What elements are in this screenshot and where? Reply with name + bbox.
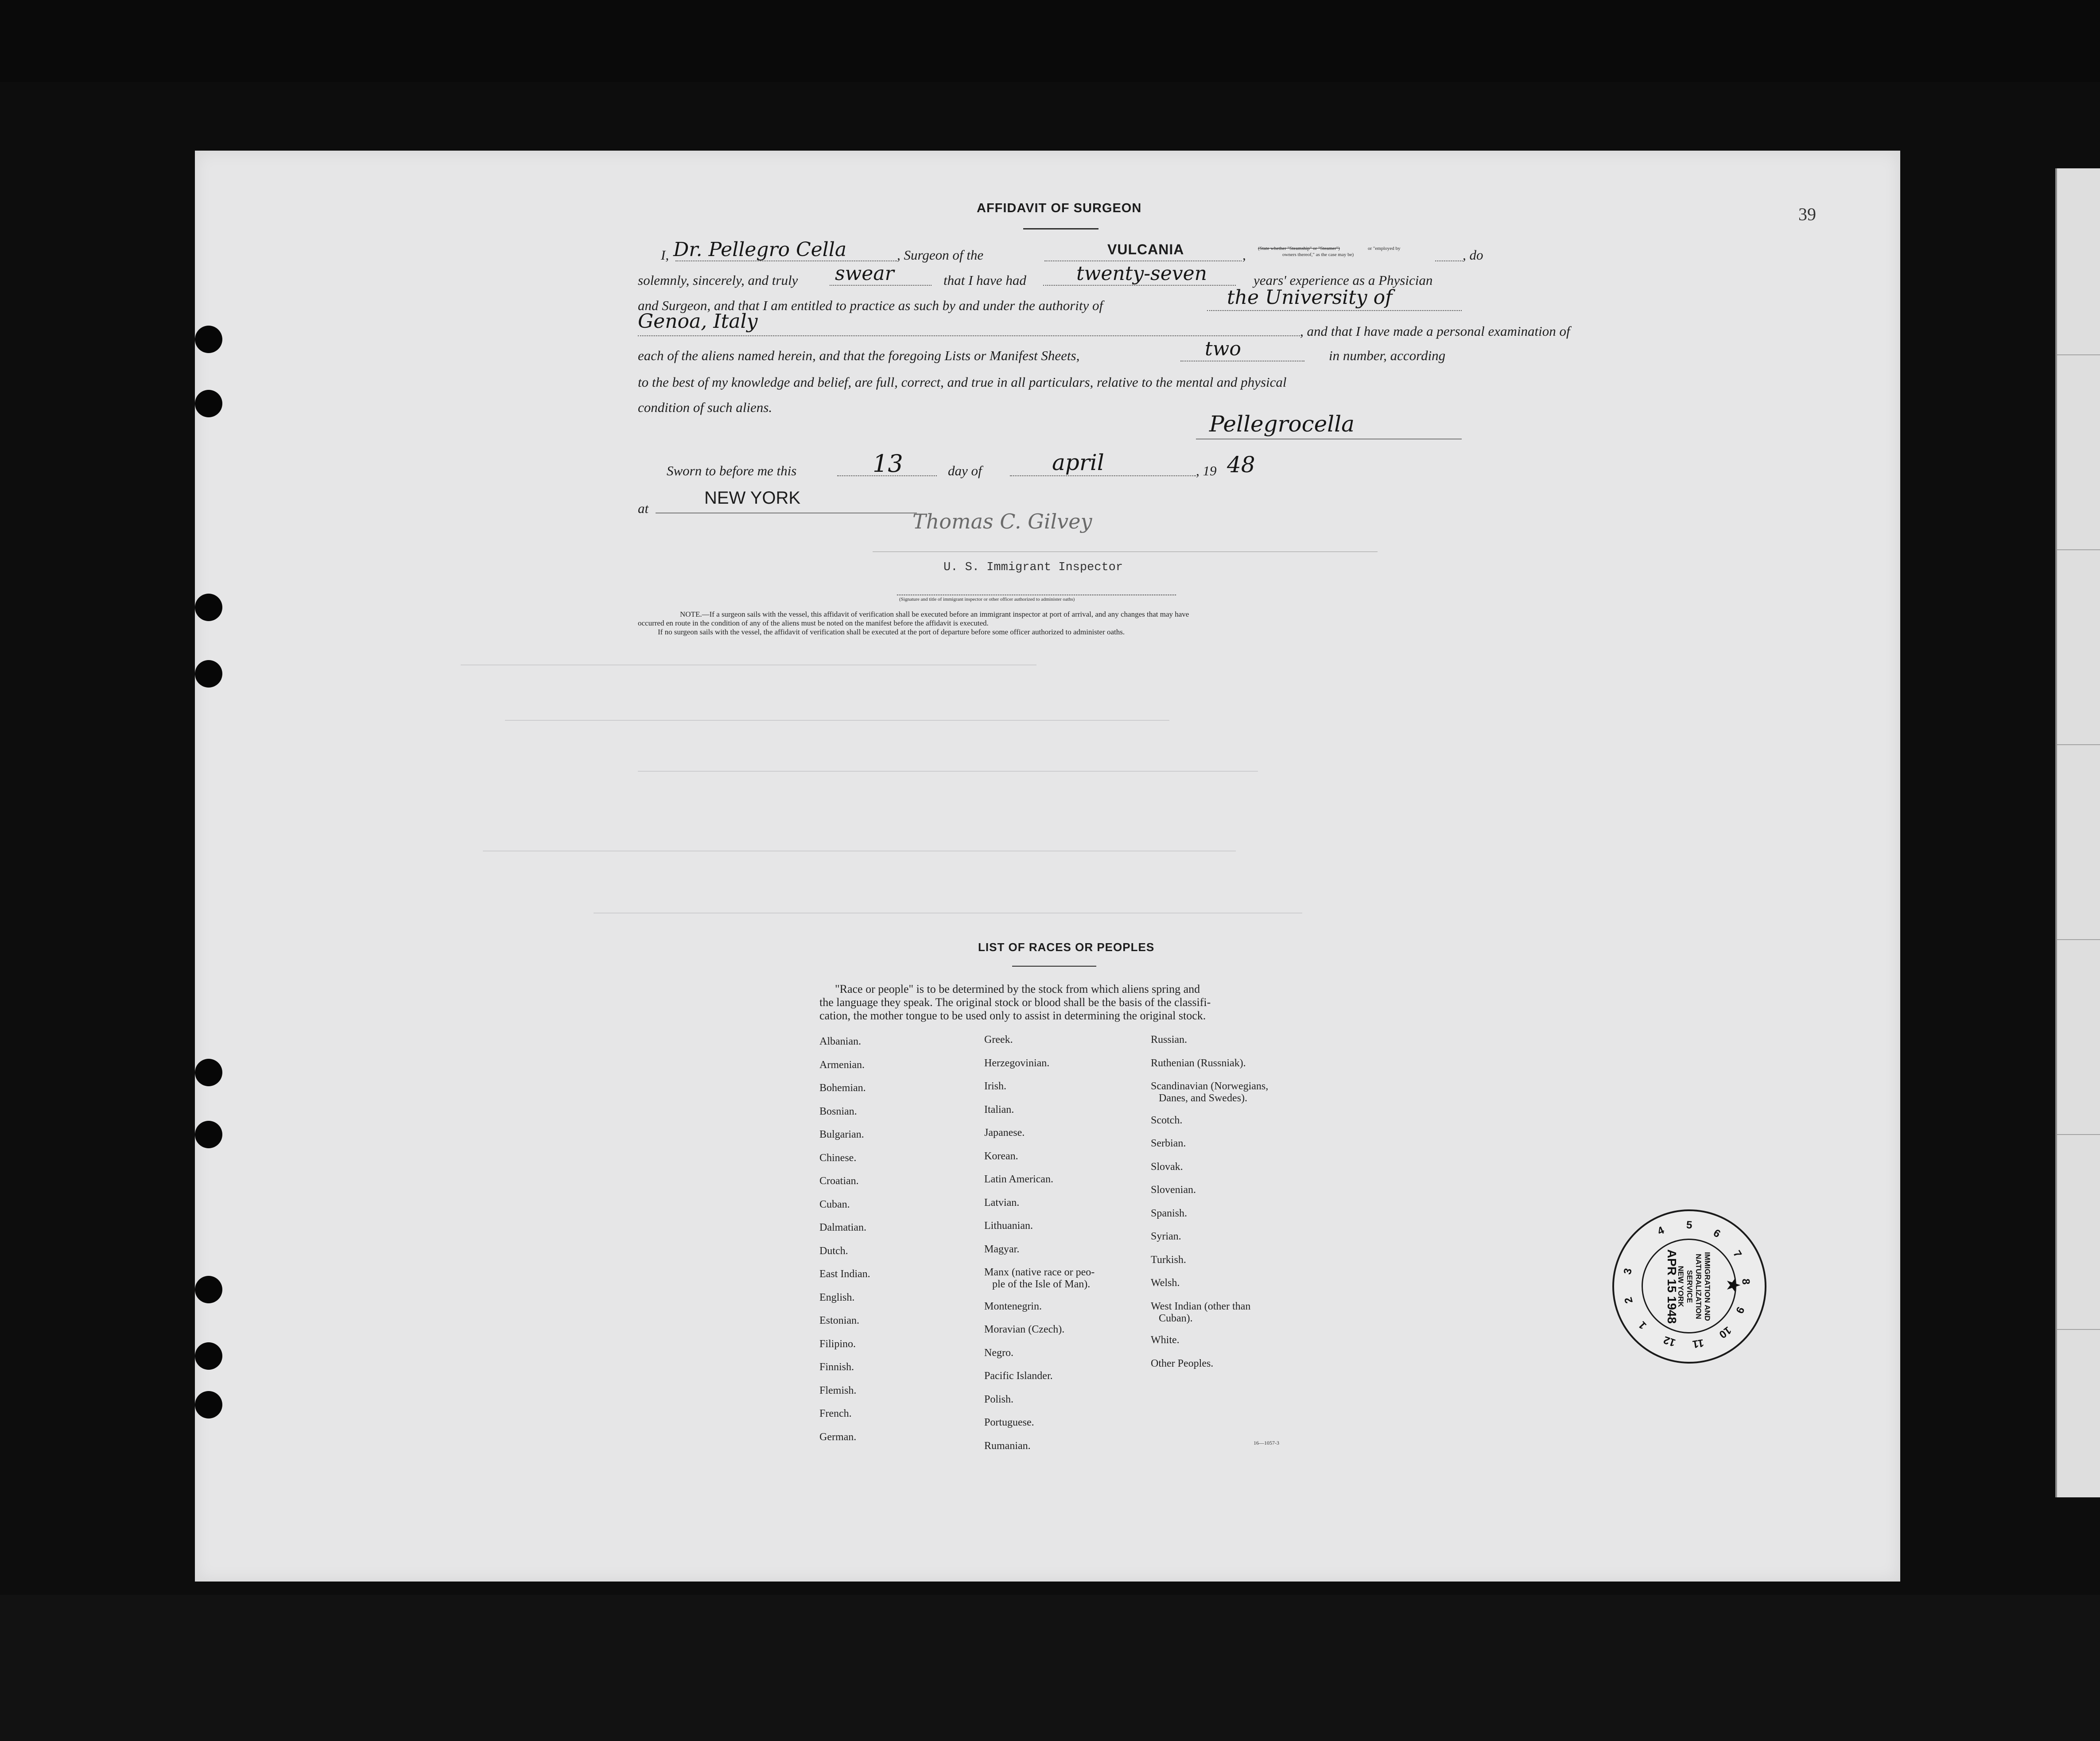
day-of-label: day of	[948, 463, 982, 478]
race-entry: Lithuanian.	[984, 1220, 1033, 1232]
stamp-line-2: NATURALIZATION	[1694, 1254, 1703, 1319]
race-entry: Dalmatian.	[819, 1222, 866, 1233]
sworn-label: Sworn to before me this	[667, 463, 797, 478]
stamp-number: 5	[1686, 1219, 1693, 1232]
stamp-number: 6	[1711, 1227, 1723, 1240]
authority-2: Genoa, Italy	[638, 310, 758, 333]
manifest-page	[195, 151, 1900, 1582]
races-title: LIST OF RACES OR PEOPLES	[978, 940, 1155, 954]
vessel-name: VULCANIA	[1107, 241, 1184, 257]
surgeon-signature: Pellegrocella	[1209, 411, 1355, 437]
inspector-signature: Thomas C. Gilvey	[912, 509, 1092, 533]
authority-blank-2	[638, 335, 1300, 336]
race-entry: Scandinavian (Norwegians, Danes, and Swedes).	[1151, 1080, 1269, 1104]
race-entry: Other Peoples.	[1151, 1357, 1214, 1369]
race-entry: Armenian.	[819, 1059, 865, 1071]
race-entry: Finnish.	[819, 1361, 854, 1373]
bleed-through-line	[505, 720, 1169, 721]
race-entry: Croatian.	[819, 1175, 859, 1187]
punch-hole	[195, 1121, 222, 1148]
race-entry: English.	[819, 1291, 855, 1303]
race-entry: Welsh.	[1151, 1277, 1180, 1289]
race-entry: Pacific Islander.	[984, 1370, 1053, 1382]
sheets-label: each of the aliens named herein, and that the foregoing Lists or Manifest Sheets,	[638, 348, 1080, 363]
employed-note: or "employed by	[1368, 246, 1401, 251]
races-title-underline	[1012, 966, 1096, 967]
page-number: 39	[1798, 204, 1816, 224]
stamp-number: 1	[1636, 1319, 1649, 1332]
race-entry: Bosnian.	[819, 1105, 857, 1117]
stamp-text	[1667, 1249, 1712, 1324]
race-entry: Portuguese.	[984, 1417, 1034, 1428]
races-intro-2: the language they speak. The original stock or blood shall be the basis of the classifi-	[819, 996, 1211, 1009]
stamp-number: 8	[1739, 1278, 1752, 1285]
stamp-number: 10	[1716, 1324, 1734, 1341]
year-prefix: , 19	[1196, 463, 1217, 478]
races-intro-3: cation, the mother tongue to be used only to assist in determining the original stock.	[819, 1009, 1206, 1022]
race-entry: Irish.	[984, 1080, 1006, 1092]
note-line-1: NOTE.—If a surgeon sails with the vessel, this affidavit of verification shall be executed before an immigrant inspector at port of arrival, and any changes that may have	[680, 610, 1189, 618]
race-entry: White.	[1151, 1334, 1180, 1346]
race-entry: Latvian.	[984, 1197, 1020, 1209]
race-entry: Filipino.	[819, 1338, 856, 1350]
race-entry: Turkish.	[1151, 1254, 1186, 1266]
race-entry: German.	[819, 1431, 857, 1443]
sworn-month-blank	[1010, 475, 1196, 476]
race-entry: Polish.	[984, 1393, 1014, 1405]
race-entry: Spanish.	[1151, 1207, 1188, 1219]
form-number: 16—1057-3	[1254, 1440, 1279, 1446]
surgeon-of-label: , Surgeon of the	[897, 247, 984, 263]
stamp-number: 12	[1662, 1333, 1677, 1349]
scan-border-top	[0, 0, 2100, 82]
authority-label: and Surgeon, and that I am entitled to practice as such by and under the authority of	[638, 298, 1103, 313]
race-entry: Greek.	[984, 1034, 1013, 1045]
race-entry: French.	[819, 1408, 852, 1419]
strike-note: (State whether "Steamship" or "Steamer")	[1258, 246, 1340, 251]
authority-blank-1	[1207, 310, 1462, 311]
comma-1: ,	[1242, 247, 1246, 263]
race-entry: Latin American.	[984, 1174, 1053, 1185]
race-entry: Slovak.	[1151, 1161, 1183, 1173]
race-entry: Bohemian.	[819, 1082, 866, 1094]
punch-hole	[195, 1391, 222, 1418]
oath-blank	[830, 285, 932, 286]
stamp-date: APR 15 1948	[1665, 1249, 1679, 1324]
race-entry: Serbian.	[1151, 1138, 1186, 1149]
race-entry: Russian.	[1151, 1034, 1188, 1045]
race-entry: West Indian (other than Cuban).	[1151, 1300, 1251, 1324]
race-entry: Negro.	[984, 1347, 1013, 1359]
scan-border-bottom	[0, 1595, 2100, 1741]
punch-hole	[195, 1059, 222, 1086]
note-line-2: occurred en route in the condition of any of the aliens must be noted on the manifest before the affidavit is executed.	[638, 619, 989, 627]
punch-hole	[195, 390, 222, 417]
years-count: twenty-seven	[1076, 262, 1207, 285]
race-entry: Chinese.	[819, 1152, 857, 1164]
title-underline	[1023, 228, 1099, 229]
condition-label: condition of such aliens.	[638, 400, 772, 415]
punch-hole	[195, 660, 222, 688]
race-entry: Ruthenian (Russniak).	[1151, 1057, 1246, 1069]
race-entry: Magyar.	[984, 1243, 1020, 1255]
place-name: NEW YORK	[704, 488, 801, 508]
adjacent-page-edge	[2055, 168, 2100, 1497]
stamp-number: 9	[1733, 1305, 1747, 1315]
race-entry: Montenegrin.	[984, 1300, 1042, 1312]
punch-hole	[195, 1342, 222, 1370]
race-entry: Syrian.	[1151, 1231, 1181, 1242]
punch-hole	[195, 1276, 222, 1303]
affidavit-title: AFFIDAVIT OF SURGEON	[977, 201, 1142, 215]
bleed-through-line	[638, 771, 1258, 772]
at-label: at	[638, 501, 649, 516]
stamp-number: 2	[1622, 1295, 1635, 1305]
date-stamp	[1612, 1209, 1766, 1364]
signature-caption: (Signature and title of immigrant inspector or other officer authorized to administer oaths)	[899, 597, 1075, 602]
stamp-number: 3	[1621, 1267, 1635, 1276]
race-entry: Cuban.	[819, 1198, 850, 1210]
in-number-label: in number, according	[1329, 348, 1446, 363]
stamp-number: 7	[1730, 1248, 1744, 1260]
stamp-number: 11	[1692, 1337, 1705, 1351]
races-intro-1: "Race or people" is to be determined by the stock from which aliens spring and	[835, 983, 1200, 995]
race-entry: Korean.	[984, 1150, 1018, 1162]
race-entry: East Indian.	[819, 1268, 870, 1280]
sworn-day: 13	[873, 450, 903, 478]
star-icon: ★	[1722, 1277, 1743, 1294]
punch-hole	[195, 326, 222, 353]
race-entry: Italian.	[984, 1104, 1014, 1115]
sworn-month: april	[1052, 450, 1104, 475]
stamp-line-3: SERVICE	[1685, 1270, 1694, 1303]
surgeon-name: Dr. Pellegro Cella	[673, 238, 847, 261]
knowledge-label: to the best of my knowledge and belief, are full, correct, and true in all particulars, relative to the mental and physical	[638, 374, 1287, 390]
stamp-number: 4	[1656, 1224, 1666, 1238]
punch-hole	[195, 594, 222, 621]
inspector-title: U. S. Immigrant Inspector	[943, 561, 1123, 574]
race-entry: Slovenian.	[1151, 1184, 1196, 1196]
have-had-label: that I have had	[943, 272, 1026, 288]
owners-blank	[1435, 260, 1463, 261]
do-label: , do	[1463, 247, 1483, 263]
race-entry: Manx (native race or peo- ple of the Isle of Man).	[984, 1267, 1095, 1290]
owners-note: owners thereof," as the case may be)	[1282, 252, 1354, 257]
note-line-3: If no surgeon sails with the vessel, the affidavit of verification shall be executed at the port of departure before some officer authorized to administer oaths.	[658, 628, 1125, 636]
race-entry: Moravian (Czech).	[984, 1324, 1065, 1335]
oath-word: swear	[835, 262, 894, 285]
race-entry: Scotch.	[1151, 1114, 1183, 1126]
race-entry: Rumanian.	[984, 1440, 1031, 1452]
race-entry: Albanian.	[819, 1036, 861, 1047]
race-entry: Herzegovinian.	[984, 1057, 1050, 1069]
experience-label: years' experience as a Physician	[1254, 272, 1433, 288]
race-entry: Japanese.	[984, 1127, 1025, 1139]
sheets-count: two	[1205, 338, 1241, 360]
race-entry: Estonian.	[819, 1315, 859, 1326]
stamp-line-1: IMMIGRATION AND	[1703, 1252, 1712, 1321]
vessel-blank	[1044, 260, 1242, 261]
race-entry: Flemish.	[819, 1384, 857, 1396]
solemnly-label: solemnly, sincerely, and truly	[638, 272, 798, 288]
stamp-line-4: NEW YORK	[1677, 1266, 1685, 1307]
authority-1: the University of	[1227, 286, 1393, 309]
examination-label: , and that I have made a personal examination of	[1300, 323, 1570, 339]
years-blank	[1043, 285, 1236, 286]
race-entry: Dutch.	[819, 1245, 848, 1257]
race-entry: Bulgarian.	[819, 1129, 864, 1140]
sworn-year: 48	[1227, 452, 1255, 478]
affidavit-i: I,	[661, 247, 669, 263]
